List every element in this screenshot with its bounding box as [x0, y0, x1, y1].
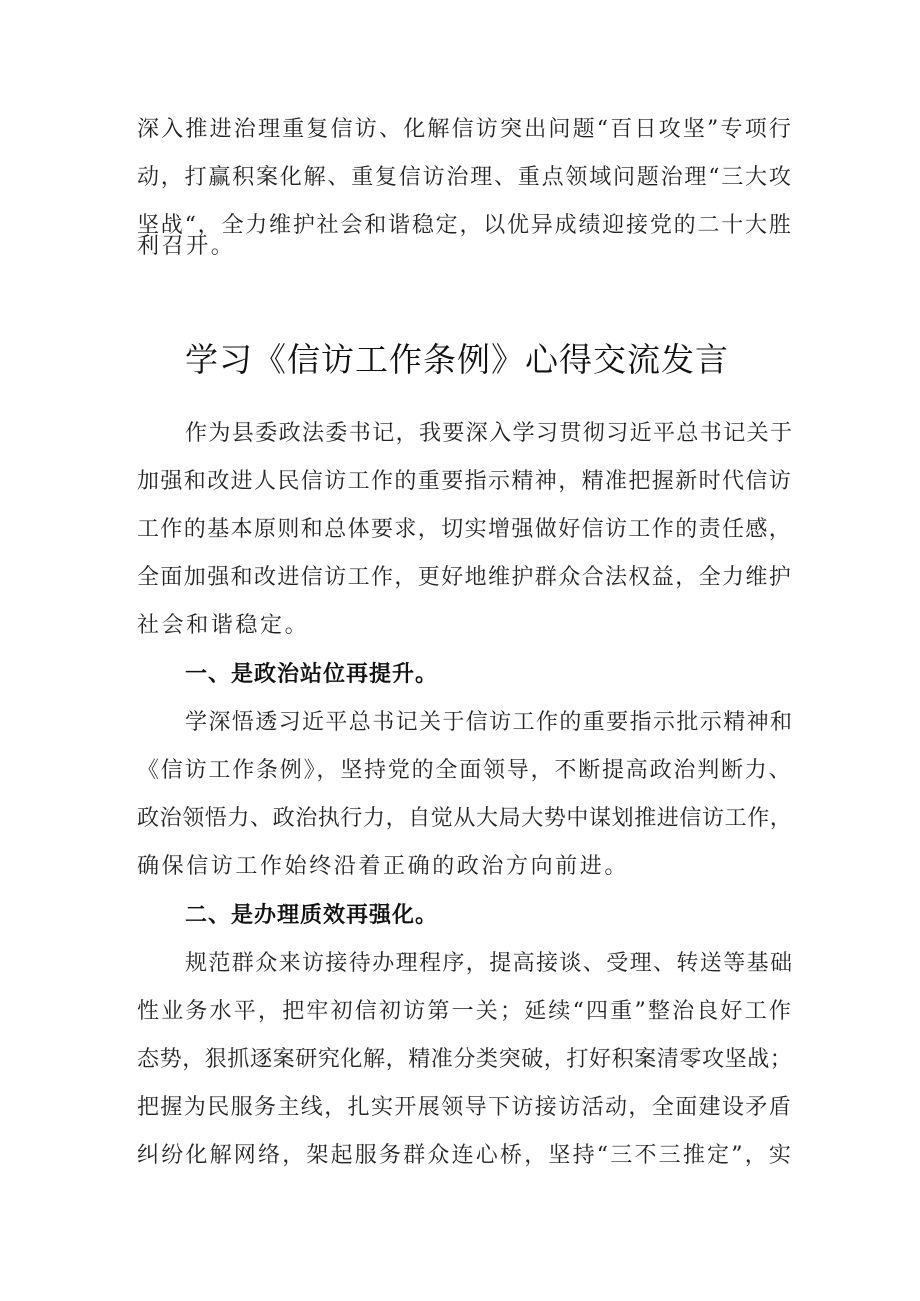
paragraph-line: 态势，狠抓逐案研究化解，精准分类突破，打好积案清零攻坚战；	[137, 1047, 793, 1072]
paragraph-line: 学深悟透习近平总书记关于信访工作的重要指示批示精神和	[185, 710, 794, 735]
paragraph-line: 政治领悟力、政治执行力，自觉从大局大势中谋划推进信访工作，	[137, 806, 793, 831]
section-heading: 一、是政治站位再提升。	[185, 662, 439, 687]
paragraph-line: 性业务水平，把牢初信初访第一关；延续“四重”整治良好工作	[137, 999, 794, 1024]
section-heading: 二、是办理质效再强化。	[185, 903, 439, 928]
paragraph-line: 工作的基本原则和总体要求，切实增强做好信访工作的责任感，	[137, 517, 793, 542]
paragraph-line: 社会和谐稳定。	[137, 613, 310, 638]
paragraph-line: 纠纷化解网络，架起服务群众连心桥，坚持“三不三推定”，实	[137, 1143, 794, 1168]
paragraph-line: 规范群众来访接待办理程序，提高接谈、受理、转送等基础	[185, 951, 794, 976]
paragraph-line: 作为县委政法委书记，我要深入学习贯彻习近平总书记关于	[185, 421, 794, 446]
intro-line: 深入推进治理重复信访、化解信访突出问题“百日攻坚”专项行	[137, 117, 794, 142]
article-title: 学习《信访工作条例》心得交流发言	[185, 340, 729, 379]
intro-line: 动，打赢积案化解、重复信访治理、重点领域问题治理“三大攻	[137, 165, 793, 190]
intro-line: 利召开。	[137, 234, 236, 259]
paragraph-line: 《信访工作条例》，坚持党的全面领导，不断提高政治判断力、	[137, 758, 793, 783]
paragraph-line: 把握为民服务主线，扎实开展领导下访接访活动，全面建设矛盾	[137, 1095, 793, 1120]
intro-line: 坚战“，全力维护社会和谐稳定，以优异成绩迎接党的二十大胜	[137, 213, 793, 238]
paragraph-line: 全面加强和改进信访工作，更好地维护群众合法权益，全力维护	[137, 565, 793, 590]
paragraph-line: 加强和改进人民信访工作的重要指示精神，精准把握新时代信访	[137, 469, 793, 494]
paragraph-line: 确保信访工作始终沿着正确的政治方向前进。	[137, 854, 630, 879]
